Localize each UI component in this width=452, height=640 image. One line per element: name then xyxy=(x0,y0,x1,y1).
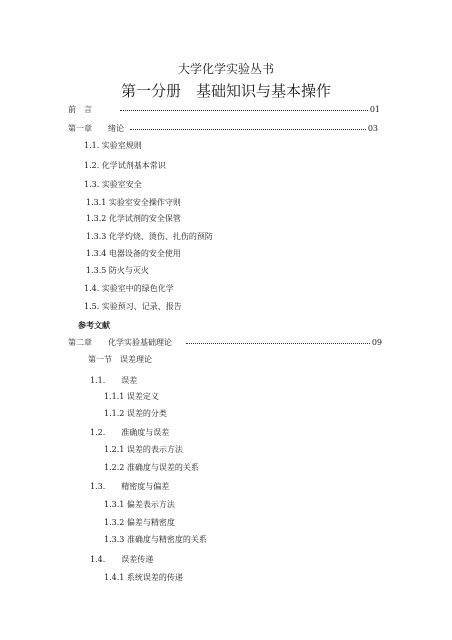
toc-section: 第一节 误差理论 xyxy=(88,355,152,364)
toc-entry-preface xyxy=(68,104,380,115)
toc-subentry: 1.1.1 误差定义 xyxy=(104,392,159,401)
toc-entry-chapter-1 xyxy=(68,123,378,134)
toc-subentry: 1.3.2 化学试剂的安全保管 xyxy=(86,214,181,223)
toc-subentry: 1.4. 误差传递 xyxy=(90,555,154,564)
toc-subentry: 1.3.1 实验室安全操作守则 xyxy=(86,198,181,207)
toc-subentry: 1.2. 化学试剂基本常识 xyxy=(84,161,166,170)
toc-page-number: 03 xyxy=(367,124,378,133)
references-heading: 参考文献 xyxy=(78,320,110,330)
toc-page-number: 09 xyxy=(371,338,382,347)
volume-title: 第一分册 基础知识与基本操作 xyxy=(120,82,331,100)
toc-subentry: 1.3.3 准确度与精密度的关系 xyxy=(104,535,207,544)
toc-subentry: 1.3. 精密度与偏差 xyxy=(90,482,170,491)
toc-subentry: 1.3.2 偏差与精密度 xyxy=(104,518,175,527)
toc-subentry: 1.1. 实验室规则 xyxy=(84,141,142,150)
toc-subentry: 1.3.1 偏差表示方法 xyxy=(104,500,175,509)
toc-subentry: 1.1. 误差 xyxy=(90,376,138,385)
toc-subentry: 1.2.2 准确度与误差的关系 xyxy=(104,463,199,472)
toc-subentry: 1.4.1 系统误差的传递 xyxy=(104,573,183,582)
toc-subentry: 1.2. 准确度与误差 xyxy=(90,428,170,437)
toc-subentry: 1.3.4 电器设备的安全使用 xyxy=(86,249,181,258)
dot-leader xyxy=(120,110,368,111)
toc-subentry: 1.2.1 误差的表示方法 xyxy=(104,445,183,454)
toc-subentry: 1.4. 实验室中的绿色化学 xyxy=(84,284,174,293)
toc-subentry: 1.3.5 防火与灭火 xyxy=(86,266,149,275)
toc-subentry: 1.3.3 化学灼烧、烫伤、扎伤的预防 xyxy=(86,232,213,241)
toc-entry-label: 前 言 xyxy=(68,105,92,114)
toc-subentry: 1.3. 实验室安全 xyxy=(84,180,142,189)
dot-leader xyxy=(186,343,370,344)
dot-leader xyxy=(130,129,366,130)
toc-subentry: 1.5. 实验预习、记录、报告 xyxy=(84,302,182,311)
toc-entry-chapter-2 xyxy=(68,337,382,348)
series-title: 大学化学实验丛书 xyxy=(177,62,274,76)
toc-entry-label: 第一章 绪论 xyxy=(68,124,124,133)
toc-entry-label: 第二章 化学实验基础理论 xyxy=(68,338,172,347)
toc-subentry: 1.1.2 误差的分类 xyxy=(104,409,167,418)
toc-page-number: 01 xyxy=(369,105,380,114)
